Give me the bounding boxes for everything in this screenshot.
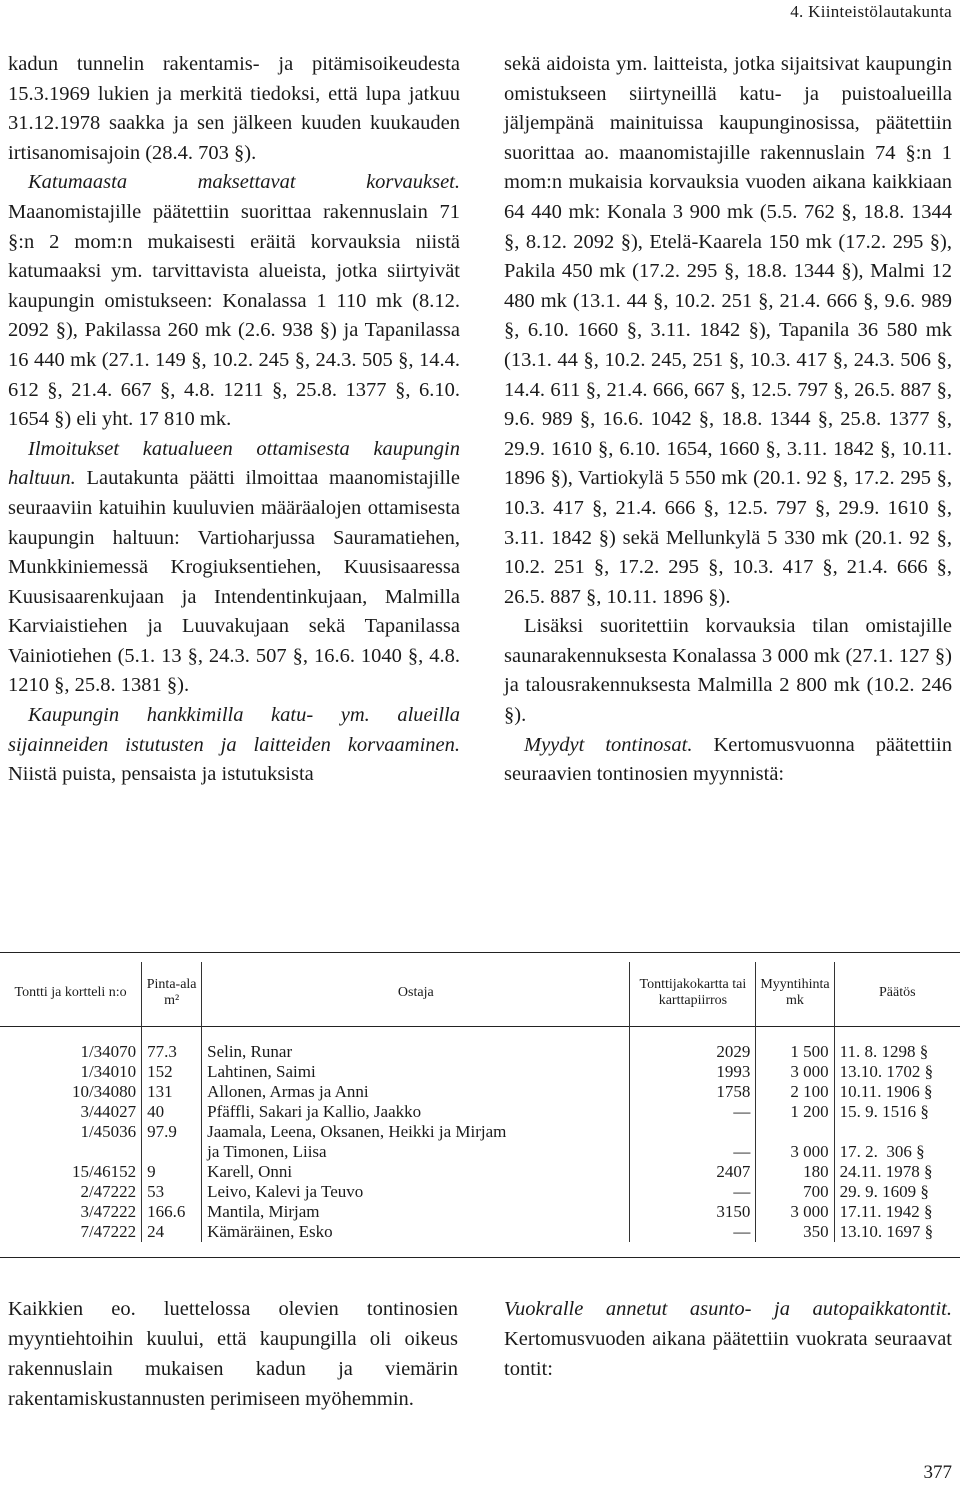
table-cell-tontti: 1/34070 — [0, 1042, 142, 1062]
table-cell-tonttijako: — — [630, 1102, 756, 1122]
table-top-rule — [0, 952, 960, 953]
table-cell-ala: 53 — [142, 1182, 202, 1202]
paragraph-body: Maanomistajille päätettiin suorittaa rakennuslain 71 §:n 2 mom:n mukaisesti eräitä korvauksia niistä katumaaksi ym. tarvittavista alueista, jotka siirtyivät kaupungin omistukseen: Konalassa 1 110 mk (8.12. 2092 §), Pakilassa 260 mk (2.6. 938 §) ja Tapanilassa 16 440 mk (27.1. 149 §, 10.2. 245 §, 24.3. 505 §, 14.4. 612 §, 21.4. 667 §, 4.8. 1211 §, 25.8. 1377 §, 6.10. 1654 §) eli yht. 17 810 mk. — [8, 200, 460, 431]
table-cell-tontti: 10/34080 — [0, 1082, 142, 1102]
table-cell-tonttijako: 1993 — [630, 1062, 756, 1082]
table-row — [0, 1042, 960, 1062]
table-cell-ostaja: Lahtinen, Saimi — [202, 1062, 630, 1082]
table-cell-tontti: 3/47222 — [0, 1202, 142, 1222]
table-cell-hinta — [756, 1122, 834, 1142]
table-cell-ala: 24 — [142, 1222, 202, 1242]
table-body — [0, 1024, 960, 1242]
table-cell-ostaja: Mantila, Mirjam — [202, 1202, 630, 1222]
column-header: Tontti ja kortteli n:o — [0, 962, 142, 1024]
table-cell-tonttijako: — — [630, 1182, 756, 1202]
paragraph-heading: Kaupungin hankkimilla katu- ym. alueilla sijainneiden istutusten ja laitteiden korvaaminen. — [8, 704, 460, 756]
table-cell-ala: 152 — [142, 1062, 202, 1082]
table-cell-ostaja: Selin, Runar — [202, 1042, 630, 1062]
paragraph — [504, 1294, 952, 1384]
table-cell-tontti: 15/46152 — [0, 1162, 142, 1182]
table-cell-tonttijako — [630, 1122, 756, 1142]
paragraph — [504, 731, 952, 790]
table-cell-hinta: 2 100 — [756, 1082, 834, 1102]
left-text-column — [8, 50, 460, 790]
paragraph: kadun tunnelin rakentamis- ja pitämisoikeudesta 15.3.1969 lukien ja merkitä tiedoksi, että lupa jatkuu 31.12.1978 saakka ja sen jälkeen kuuden kuukauden irtisanomisajoin (28.4. 703 §). — [8, 53, 460, 164]
table-cell-tontti: 3/44027 — [0, 1102, 142, 1122]
table-cell-hinta: 350 — [756, 1222, 834, 1242]
paragraph — [8, 435, 460, 701]
table-cell-paatos: 11. 8. 1298 § — [839, 1042, 929, 1061]
table-cell-paatos: 10.11. 1906 § — [839, 1082, 933, 1101]
table-cell-ala: 131 — [142, 1082, 202, 1102]
table-cell-tonttijako: — — [630, 1142, 756, 1162]
table-cell-ostaja: ja Timonen, Liisa — [202, 1142, 630, 1162]
bottom-right-text — [504, 1294, 952, 1384]
paragraph — [8, 701, 460, 790]
table-row — [0, 1202, 960, 1222]
paragraph: Lisäksi suoritettiin korvauksia tilan omistajille saunarakennuksesta Konalassa 3 000 mk (27.1. 127 §) ja talousrakennuksesta Malmilla 2 800 mk (10.2. 246 §). — [504, 615, 952, 727]
paragraph-body: Niistä puista, pensaista ja istutuksista — [8, 763, 314, 786]
table-cell-tontti — [0, 1142, 142, 1162]
table-cell-paatos: 13.10. 1702 § — [839, 1062, 934, 1081]
table-cell-paatos: 17. 2. 306 § — [839, 1142, 925, 1161]
table-cell-tontti: 1/34010 — [0, 1062, 142, 1082]
paragraph: Kaikkien eo. luettelossa olevien tontinosien myyntiehtoihin kuului, että kaupungilla oli oikeus rakennuslain mukaisen kadun ja viemärin rakentamiskustannusten perimiseen myöhemmin. — [8, 1298, 458, 1410]
table-cell-hinta: 3 000 — [756, 1142, 834, 1162]
table-cell-hinta: 1 500 — [756, 1042, 834, 1062]
table-cell-ala — [142, 1142, 202, 1162]
table-cell-tonttijako: 3150 — [630, 1202, 756, 1222]
paragraph: sekä aidoista ym. laitteista, jotka sijaitsivat kaupungin omistukseen siirtyneillä katu- ja puistoalueilla jäljempänä mainituissa kaupunginosissa, päätettiin suorittaa ao. maanomistajille rakennuslain 74 §:n 1 mom:n mukaisia korvauksia vuoden aikana kaikkiaan 64 440 mk: Konala 3 900 mk (5.5. 762 §, 18.8. 1344 §, 8.12. 2092 §), Etelä-Kaarela 150 mk (17.2. 295 §), Pakila 450 mk (17.2. 295 §, 18.8. 1344 §), Malmi 12 480 mk (13.1. 44 §, 10.2. 251 §, 21.4. 666 §, 9.6. 989 §, 6.10. 1660 §, 3.11. 1842 §), Tapanila 36 580 mk (13.1. 44 §, 10.2. 245, 251 §, 10.3. 417 §, 24.3. 506 §, 14.4. 611 §, 21.4. 666, 667 §, 12.5. 797 §, 26.5. 887 §, 9.6. 989 §, 16.6. 1042 §, 18.8. 1344 §, 25.8. 1377 §, 29.9. 1610 §, 6.10. 1654, 1660 §, 3.11. 1842 §, 10.11. 1896 §), Vartiokylä 5 550 mk (20.1. 92 §, 17.2. 295 §, 10.3. 417 §, 21.4. 666 §, 12.5. 797 §, 29.9. 1610 §, 3.11. 1842 §) sekä Mellunkylä 5 330 mk (20.1. 92 §, 10.2. 251 §, 17.2. 295 §, 10.3. 417 §, 21.4. 666 §, 26.5. 887 §, 10.11. 1896 §). — [504, 53, 952, 608]
table-cell-tonttijako: 1758 — [630, 1082, 756, 1102]
table-cell-ala: 9 — [142, 1162, 202, 1182]
table-row — [0, 1182, 960, 1202]
table-cell-paatos: 13.10. 1697 § — [839, 1222, 934, 1241]
table-cell-ostaja: Allonen, Armas ja Anni — [202, 1082, 630, 1102]
column-header: Päätös — [879, 985, 916, 1000]
table-cell-ostaja: Pfäffli, Sakari ja Kallio, Jaakko — [202, 1102, 630, 1122]
table-cell-tonttijako: 2029 — [630, 1042, 756, 1062]
table-bottom-rule — [0, 1257, 960, 1258]
section-header: 4. Kiinteistölautakunta — [790, 2, 952, 21]
table-row — [0, 1162, 960, 1182]
table-cell-tonttijako: — — [630, 1222, 756, 1242]
table-row — [0, 1122, 960, 1142]
column-header: Pinta-ala m² — [142, 962, 202, 1024]
paragraph-heading: Ilmoitukset katualueen ottamisesta kaupungin haltuun. — [8, 437, 460, 490]
table-cell-hinta: 1 200 — [756, 1102, 834, 1122]
table-cell-paatos: 17.11. 1942 § — [839, 1202, 933, 1221]
paragraph-body: Lautakunta päätti ilmoittaa maanomistajille seuraaviin katuihin kuuluvien määräalojen ottamisesta kaupungin haltuun: Vartioharjussa Sauramatiehen, Munkkiniemessä Krogiuksentiehen, Kuusisaaressa Kuusisaarenkujaan ja Intendentinkujaan, Malmilla Karviaistiehen ja Luuvakujaan sekä Tapanilassa Vainiotiehen (5.1. 13 §, 24.3. 507 §, 16.6. 1040 §, 4.8. 1210 §, 25.8. 1381 §). — [8, 467, 460, 697]
table-cell-paatos: 24.11. 1978 § — [839, 1162, 933, 1181]
table-row — [0, 1082, 960, 1102]
table-cell-hinta: 3 000 — [756, 1062, 834, 1082]
table-cell-ostaja: Kämäräinen, Esko — [202, 1222, 630, 1242]
paragraph — [8, 168, 460, 434]
paragraph-heading: Vuokralle annetut asunto- ja autopaikkatontit. — [504, 1298, 952, 1320]
column-header: Ostaja — [202, 962, 630, 1024]
right-text-column — [504, 50, 952, 790]
table-cell-hinta: 700 — [756, 1182, 834, 1202]
table-cell-tontti: 2/47222 — [0, 1182, 142, 1202]
paragraph-body: Kertomusvuoden aikana päätettiin vuokrata seuraavat tontit: — [504, 1328, 952, 1380]
table-row — [0, 1222, 960, 1242]
table-cell-tontti: 1/45036 — [0, 1122, 142, 1142]
table-cell-paatos: 29. 9. 1609 § — [839, 1182, 929, 1201]
table-cell-tontti: 7/47222 — [0, 1222, 142, 1242]
bottom-left-text — [8, 1294, 458, 1414]
table-cell-tonttijako: 2407 — [630, 1162, 756, 1182]
table-cell-paatos — [834, 1122, 960, 1142]
table-cell-hinta: 180 — [756, 1162, 834, 1182]
table-cell-paatos: 15. 9. 1516 § — [839, 1102, 929, 1121]
table-row — [0, 1142, 960, 1162]
table-cell-hinta: 3 000 — [756, 1202, 834, 1222]
table-cell-ala: 77.3 — [142, 1042, 202, 1062]
table-row — [0, 1062, 960, 1082]
plot-sales-table — [0, 962, 960, 1242]
paragraph-body: Kertomusvuonna päätettiin seuraavien tontinosien myynnistä: — [504, 733, 952, 786]
page-number: 377 — [923, 1462, 952, 1483]
paragraph-heading: Myydyt tontinosat. — [524, 733, 693, 756]
table-cell-ostaja: Karell, Onni — [202, 1162, 630, 1182]
paragraph-heading: Katumaasta maksettavat korvaukset. — [28, 171, 460, 194]
table-cell-ostaja: Jaamala, Leena, Oksanen, Heikki ja Mirjam — [202, 1122, 630, 1142]
table-cell-ala: 166.6 — [142, 1202, 202, 1222]
column-header: Tonttijakokartta tai karttapiirros — [630, 962, 756, 1024]
table-row — [0, 1102, 960, 1122]
table-cell-ala: 97.9 — [142, 1122, 202, 1142]
table-cell-ala: 40 — [142, 1102, 202, 1122]
column-header: Myyntihinta mk — [756, 962, 834, 1024]
table-cell-ostaja: Leivo, Kalevi ja Teuvo — [202, 1182, 630, 1202]
